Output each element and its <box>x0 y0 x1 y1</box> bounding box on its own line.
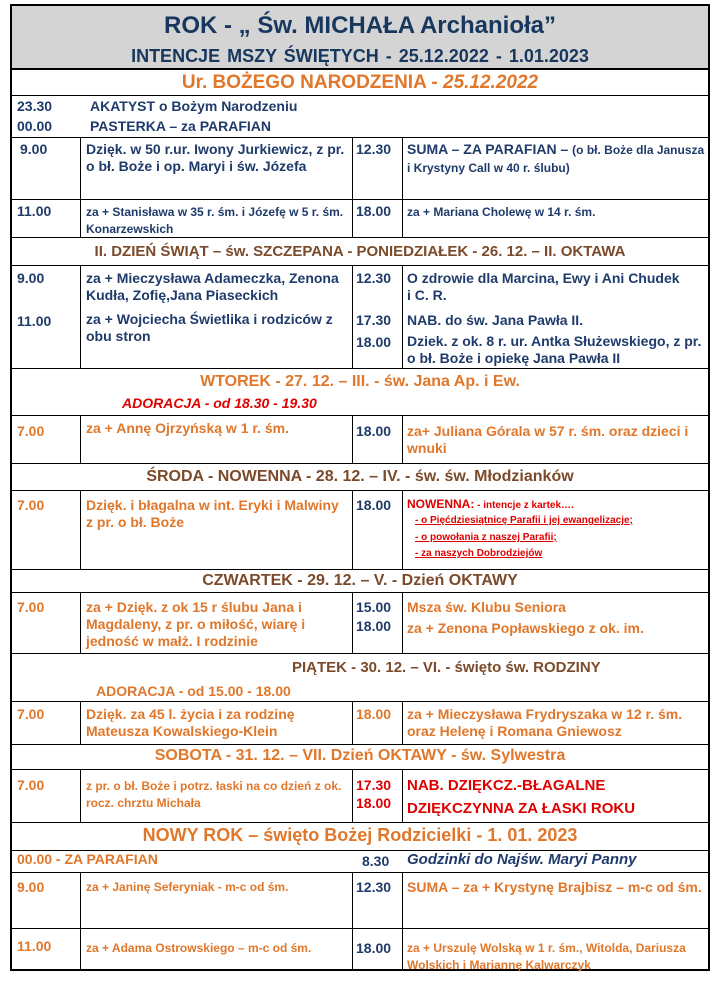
time: 18.00 <box>356 618 392 634</box>
time: 17.30 <box>356 777 392 793</box>
time: 12.30 <box>356 141 392 157</box>
time: 12.30 <box>356 270 392 286</box>
time: 18.00 <box>356 706 392 722</box>
intention: Dzięk. za 45 l. życia i za rodzinę Mateusza Kowalskiego-Klein <box>86 706 295 739</box>
time: 18.00 <box>356 497 392 513</box>
intention: O zdrowie dla Marcina, Ewy i Ani Chudek i C. R. <box>407 270 680 303</box>
section-title-wednesday: ŚRODA - NOWENNA - 28. 12. – IV. - św. św. Młodzianków <box>146 468 574 485</box>
novena-item: - o Pięćdziesiątnicę Parafii i jej ewangelizacje; <box>415 515 633 526</box>
time: 8.30 <box>362 853 390 869</box>
time: 9.00 <box>17 270 45 286</box>
time: 7.00 <box>17 497 45 513</box>
intention: za + Mariana Cholewę w 14 r. śm. <box>407 205 596 219</box>
time: 7.00 <box>17 423 45 439</box>
page-subtitle: INTENCJE MSZY ŚWIĘTYCH - 25.12.2022 - 1.01.2023 <box>131 46 589 66</box>
time: 00.00 <box>17 118 53 134</box>
intention: AKATYST o Bożym Narodzeniu <box>90 98 298 114</box>
intention: DZIĘKCZYNNA ZA ŁASKI ROKU <box>407 800 636 817</box>
time: 18.00 <box>356 423 392 439</box>
intention: Msza św. Klubu Seniora <box>407 599 566 615</box>
section-title-saturday: SOBOTA - 31. 12. – VII. Dzień OKTAWY - św. Sylwestra <box>154 747 566 764</box>
time: 11.00 <box>17 938 52 954</box>
intention: NAB. DZIĘKCZ.-BŁAGALNE <box>407 777 606 794</box>
time: 12.30 <box>356 879 392 895</box>
time: 18.00 <box>356 940 392 956</box>
time: 23.30 <box>17 98 53 114</box>
time: 17.30 <box>356 312 392 328</box>
section-title-new-year: NOWY ROK – święto Bożej Rodzicielki - 1. 01. 2023 <box>142 825 578 845</box>
intention: za + Dzięk. z ok 15 r ślubu Jana i Magdaleny, z pr. o miłość, wiarę i jedność w małż. I rodzinie <box>86 599 306 649</box>
intention: za + Zenona Popławskiego z ok. im. <box>407 620 644 636</box>
intention: 00.00 - ZA PARAFIAN <box>17 851 158 867</box>
time: 18.00 <box>356 203 392 219</box>
section-title-friday: PIĄTEK - 30. 12. – VI. - święto św. RODZINY <box>292 659 601 676</box>
intention: Dzięk. w 50 r.ur. Iwony Jurkiewicz, z pr. o bł. Boże i op. Maryi i św. Józefa <box>86 141 345 174</box>
intention: Godzinki do Najśw. Maryi Panny <box>407 851 637 868</box>
page-title: ROK - „ Św. MICHAŁA Archanioła” <box>163 12 556 39</box>
intention: z pr. o bł. Boże i potrz. łaski na co dzień z ok. rocz. chrztu Michała <box>86 779 342 810</box>
intention: za + Annę Ojrzyńską w 1 r. śm. <box>86 420 289 436</box>
time: 7.00 <box>17 599 45 615</box>
time: 15.00 <box>356 599 392 615</box>
intention: za + Mieczysława Adameczka, Zenona Kudła, Zofię,Jana Piaseckich <box>86 270 339 303</box>
time: 7.00 <box>17 706 45 722</box>
intention: za + Janinę Seferyniak - m-c od śm. <box>86 880 289 894</box>
intention: za + Wojciecha Świetlika i rodziców z obu stron <box>86 311 333 344</box>
intention: NAB. do św. Jana Pawła II. <box>407 312 584 328</box>
time: 18.00 <box>356 795 392 811</box>
time: 9.00 <box>20 141 48 157</box>
time: 11.00 <box>17 313 52 329</box>
time: 11.00 <box>17 203 52 219</box>
mass-intentions-sheet <box>10 4 710 971</box>
section-title-st-stephen: II. DZIEŃ ŚWIĄT – św. SZCZEPANA - PONIEDZIAŁEK - 26. 12. – II. OKTAWA <box>94 243 626 260</box>
intention: SUMA – ZA PARAFIAN – (o bł. Boże dla Janusza i Krystyny Call w 40 r. ślubu) <box>407 141 705 175</box>
intention: za + Mieczysława Frydryszaka w 12 r. śm. oraz Helenę i Romana Gniewosz <box>407 706 683 739</box>
intention: za+ Juliana Górala w 57 r. śm. oraz dzieci i wnuki <box>407 423 689 456</box>
intention: za + Stanisława w 35 r. śm. i Józefę w 5 r. śm. Konarzewskich <box>86 205 344 236</box>
intention: Dzięk. i błagalna w int. Eryki i Malwiny z pr. o bł. Boże <box>86 497 339 530</box>
section-title-christmas: Ur. BOŻEGO NARODZENIA - 25.12.2022 <box>181 72 539 93</box>
novena-item: - o powołania z naszej Parafii; <box>415 532 557 543</box>
time: 18.00 <box>356 334 392 350</box>
adoration-note: ADORACJA - od 15.00 - 18.00 <box>96 683 291 699</box>
time: 7.00 <box>17 777 45 793</box>
section-title-tuesday: WTOREK - 27. 12. – III. - św. Jana Ap. i Ew. <box>200 373 520 390</box>
novena-item: - za naszych Dobrodziejów <box>415 548 543 559</box>
intention: za + Urszulę Wolską w 1 r. śm., Witolda, Dariusza Wolskich i Mariannę Kalwarczyk <box>407 941 686 972</box>
intention: PASTERKA – za PARAFIAN <box>90 118 271 134</box>
intention: SUMA – za + Krystynę Brajbisz – m-c od śm. <box>407 879 702 895</box>
novena-heading: NOWENNA: - intencje z kartek…. <box>407 497 574 511</box>
adoration-note: ADORACJA - od 18.30 - 19.30 <box>122 395 317 411</box>
section-title-thursday: CZWARTEK - 29. 12. – V. - Dzień OKTAWY <box>202 572 518 589</box>
time: 9.00 <box>17 879 45 895</box>
intention: Dziek. z ok. 8 r. ur. Antka Służewskiego, z pr. o bł. Boże i opiekę Jana Pawła II <box>407 333 702 366</box>
intention: za + Adama Ostrowskiego – m-c od śm. <box>86 941 312 955</box>
